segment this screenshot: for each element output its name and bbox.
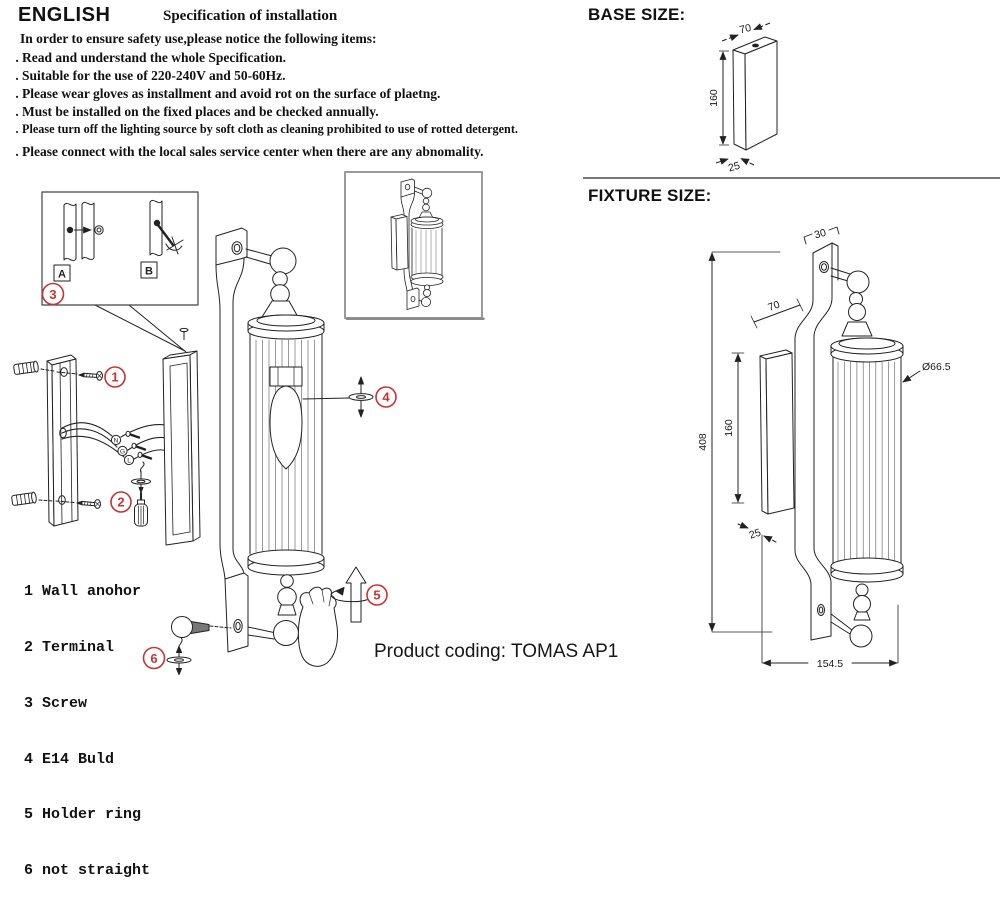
terminal-screws: [126, 431, 151, 458]
screwdriver-icon: [135, 493, 148, 526]
terminal-n: N: [113, 437, 119, 445]
mounting-screw-icon: [79, 371, 103, 380]
base-box-drawing: [733, 37, 777, 150]
detail-pointer-lines: [95, 305, 186, 352]
lamp-stem-bottom: [248, 575, 299, 646]
fixture-bracket-width-value: 30: [813, 226, 828, 242]
parts-list-item: 4 E14 Buld: [24, 750, 115, 768]
fixture-cylinder: [831, 338, 903, 582]
bullet: .: [15, 122, 19, 136]
language-title: ENGLISH: [18, 4, 111, 26]
instruction-item: . Please wear gloves as installment and avoid rot on the surface of plaetng.: [12, 85, 564, 102]
dim-base-width: [751, 298, 803, 328]
fixture-base-box: [760, 350, 794, 514]
parts-list-item: 3 Screw: [24, 694, 88, 712]
parts-list-item: 2 Terminal: [24, 638, 115, 656]
dim-overall-width: [762, 535, 898, 670]
detail-a-label: A: [58, 268, 66, 281]
instructions-list: [12, 49, 564, 160]
base-height-value: 160: [708, 89, 720, 107]
dim-bracket-width: [804, 227, 839, 244]
instruction-item: . Please turn off the lighting source by soft cloth as cleaning prohibited to use of rotted detergent.: [12, 121, 564, 138]
fixture-overall-width-value: 154.5: [816, 658, 844, 670]
dim-depth: [716, 159, 754, 175]
ball-screw-icon: [167, 617, 231, 675]
base-depth-value: 25: [726, 159, 742, 175]
screw-icon: [180, 328, 188, 339]
callout-3: 3: [49, 286, 57, 302]
lamp-stem-top: [246, 248, 298, 317]
instruction-item: . Please connect with the local sales service center when there are any abnomality.: [12, 143, 564, 160]
detail-b-label: B: [145, 265, 153, 278]
hand-icon: [298, 587, 337, 666]
instruction-item: . Read and understand the whole Specification.: [12, 49, 564, 66]
assembled-lamp-inset: [345, 172, 484, 319]
parts-list-item: 5 Holder ring: [24, 806, 142, 824]
fixture-stem-top: [831, 268, 872, 336]
dim-base-depth: [738, 524, 776, 542]
fixture-base-width-value: 70: [766, 298, 782, 314]
base-size-diagram: [700, 10, 820, 180]
dim-height: [708, 51, 729, 145]
e14-bulb: [270, 367, 302, 469]
doc-title: Specification of installation: [163, 8, 338, 24]
parts-list-item: 1 Wall anohor: [24, 583, 142, 601]
safety-instructions: [12, 30, 564, 161]
fixture-base-depth-value: 25: [747, 526, 763, 542]
instruction-item: . Suitable for the use of 220-240V and 50-60Hz.: [12, 67, 564, 84]
callout-1: 1: [111, 369, 119, 385]
mounting-screw-icon: [77, 500, 101, 509]
terminal-g: G: [119, 448, 126, 456]
fixture-size-diagram: [680, 210, 1000, 690]
wall-anchor-icon: [13, 361, 38, 375]
terminal-l: L: [127, 457, 131, 465]
bullet: .: [15, 68, 19, 83]
bullet: .: [15, 86, 19, 101]
instructions-intro: In order to ensure safety use,please notice the following items:: [20, 31, 377, 46]
fixture-base-height-value: 160: [723, 419, 735, 437]
detail-inset: [42, 192, 198, 305]
fixture-diameter-value: Ø66.5: [922, 361, 951, 373]
base-width-value: 70: [738, 21, 753, 37]
product-coding: Product coding: TOMAS AP1: [374, 641, 619, 662]
fixture-total-height-value: 408: [697, 433, 709, 451]
callout-5: 5: [373, 587, 381, 603]
dim-base-height: [723, 353, 744, 503]
parts-list-item: 6 not straight: [24, 862, 151, 880]
callout-6: 6: [150, 650, 158, 666]
bullet: .: [15, 144, 19, 159]
fixture-bracket: [795, 243, 838, 640]
bracket-arm: [216, 228, 248, 652]
dim-diameter: [903, 361, 951, 382]
bullet: .: [15, 50, 19, 65]
terminal-screw-drop: [132, 462, 151, 493]
bullet: .: [15, 104, 19, 119]
fixture-stem-bottom: [831, 584, 872, 647]
parts-list: [24, 546, 150, 918]
callout-4: 4: [382, 389, 390, 405]
base-box: [163, 351, 200, 545]
wall-plate: [47, 355, 78, 526]
holder-screw-icon: [349, 377, 373, 417]
fixture-size-label: FIXTURE SIZE:: [588, 186, 712, 205]
base-size-label: BASE SIZE:: [588, 5, 686, 24]
callout-2: 2: [117, 494, 125, 510]
instruction-item: . Must be installed on the fixed places and be checked annually.: [12, 103, 564, 120]
wall-anchor-icon: [11, 492, 36, 506]
